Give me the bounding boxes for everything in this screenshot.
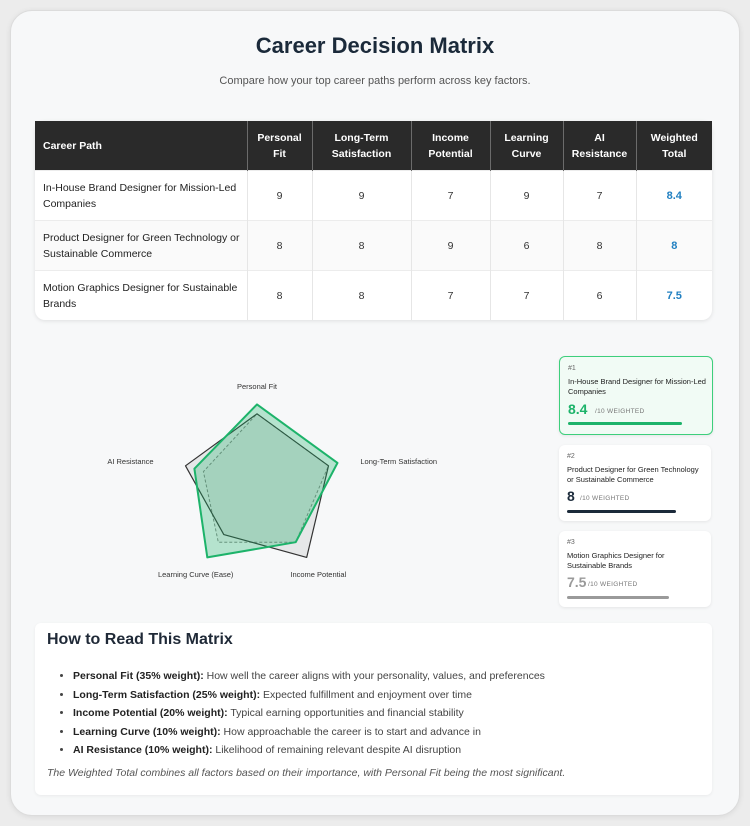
cell-personal-fit: 8: [247, 221, 312, 271]
radar-axis-label: Personal Fit: [236, 382, 278, 391]
header-learning-curve: Learning Curve: [490, 121, 563, 171]
decision-table: [35, 121, 712, 320]
page-subtitle: Compare how your top career paths perform across key factors.: [219, 75, 531, 87]
factor-description: Likelihood of remaining relevant despite AI disruption: [212, 744, 462, 756]
radar-axis-label: AI Resistance: [107, 457, 154, 466]
cell-learning-curve: 6: [490, 221, 563, 271]
factor-list: [47, 667, 713, 760]
rank-career-name: Motion Graphics Designer for Sustainable Brands: [567, 551, 665, 570]
radar-axis-label: Income Potential: [290, 570, 347, 579]
header-career-path: Career Path: [35, 121, 247, 171]
header-long-term-satisfaction: Long-Term Satisfaction: [312, 121, 411, 171]
cell-weighted-total: 7.5: [636, 271, 712, 321]
factor-label: Personal Fit (35% weight):: [73, 670, 204, 682]
cell-long-term-satisfaction: 8: [312, 221, 411, 271]
cell-ai-resistance: 8: [563, 221, 636, 271]
table-row: [35, 271, 712, 321]
cell-income-potential: 7: [411, 271, 490, 321]
table-header-row: [35, 121, 712, 171]
factor-description: How well the career aligns with your personality, values, and preferences: [203, 670, 545, 682]
cell-long-term-satisfaction: 8: [312, 271, 411, 321]
list-item: [73, 723, 713, 742]
factor-description: Expected fulfillment and enjoyment over time: [260, 688, 472, 701]
cell-long-term-satisfaction: 9: [312, 171, 411, 221]
app-frame: [10, 10, 740, 816]
cell-career-path: Motion Graphics Designer for Sustainable Brands: [35, 271, 247, 321]
rank-number: #1: [568, 365, 576, 372]
rank-score: 7.5: [567, 574, 587, 590]
how-to-heading: How to Read This Matrix: [47, 631, 233, 648]
cell-learning-curve: 7: [490, 271, 563, 321]
rank-score-label: /10 WEIGHTED: [595, 408, 645, 415]
cell-ai-resistance: 6: [563, 271, 636, 321]
list-item: [73, 741, 713, 760]
cell-ai-resistance: 7: [563, 171, 636, 221]
rank-number: #3: [567, 539, 575, 546]
rank-score: 8.4: [568, 401, 588, 417]
rank-score-label: /10 WEIGHTED: [588, 581, 638, 588]
cell-personal-fit: 8: [247, 271, 312, 321]
how-to-read-panel: [35, 623, 712, 795]
radar-chart: [107, 361, 491, 606]
list-item: [73, 704, 713, 723]
radar-series-1: [194, 404, 337, 557]
factor-label: Learning Curve (10% weight):: [73, 725, 221, 738]
rank-career-name: In-House Brand Designer for Mission-Led Companies: [568, 377, 706, 396]
table-row: [35, 171, 712, 221]
factor-description: Typical earning opportunities and financial stability: [227, 707, 464, 719]
list-item: [73, 667, 713, 686]
factor-label: Long-Term Satisfaction (25% weight):: [73, 688, 261, 701]
footnote: The Weighted Total combines all factors based on their importance, with Personal Fit being the most significant.: [47, 767, 566, 779]
rank-progress-bar: [567, 596, 669, 599]
ranking-card-2[interactable]: [559, 445, 711, 521]
cell-career-path: Product Designer for Green Technology or Sustainable Commerce: [35, 221, 247, 271]
cell-weighted-total: 8.4: [636, 171, 712, 221]
cell-career-path: In-House Brand Designer for Mission-Led Companies: [35, 171, 247, 221]
ranking-card-1[interactable]: [559, 356, 713, 435]
radar-axis-label: Long-Term Satisfaction: [360, 457, 438, 466]
factor-label: Income Potential (20% weight):: [73, 707, 228, 719]
factor-label: AI Resistance (10% weight):: [73, 744, 213, 756]
header-personal-fit: Personal Fit: [247, 121, 312, 171]
cell-income-potential: 7: [411, 171, 490, 221]
rank-progress-bar: [568, 422, 682, 425]
rank-career-name: Product Designer for Green Technology or Sustainable Commerce: [567, 465, 699, 484]
header-weighted-total: Weighted Total: [636, 121, 712, 171]
table-row: [35, 221, 712, 271]
ranking-card-3[interactable]: [559, 531, 711, 607]
cell-personal-fit: 9: [247, 171, 312, 221]
header-income-potential: Income Potential: [411, 121, 490, 171]
cell-income-potential: 9: [411, 221, 490, 271]
cell-learning-curve: 9: [490, 171, 563, 221]
rank-number: #2: [567, 453, 575, 460]
rank-progress-bar: [567, 510, 676, 513]
rank-score: 8: [567, 488, 575, 504]
list-item: [73, 686, 713, 705]
page-title: Career Decision Matrix: [255, 33, 495, 58]
radar-axis-label: Learning Curve (Ease): [157, 570, 234, 579]
header-ai-resistance: AI Resistance: [563, 121, 636, 171]
cell-weighted-total: 8: [636, 221, 712, 271]
factor-description: How approachable the career is to start and advance in: [220, 725, 481, 738]
rank-score-label: /10 WEIGHTED: [580, 495, 630, 502]
